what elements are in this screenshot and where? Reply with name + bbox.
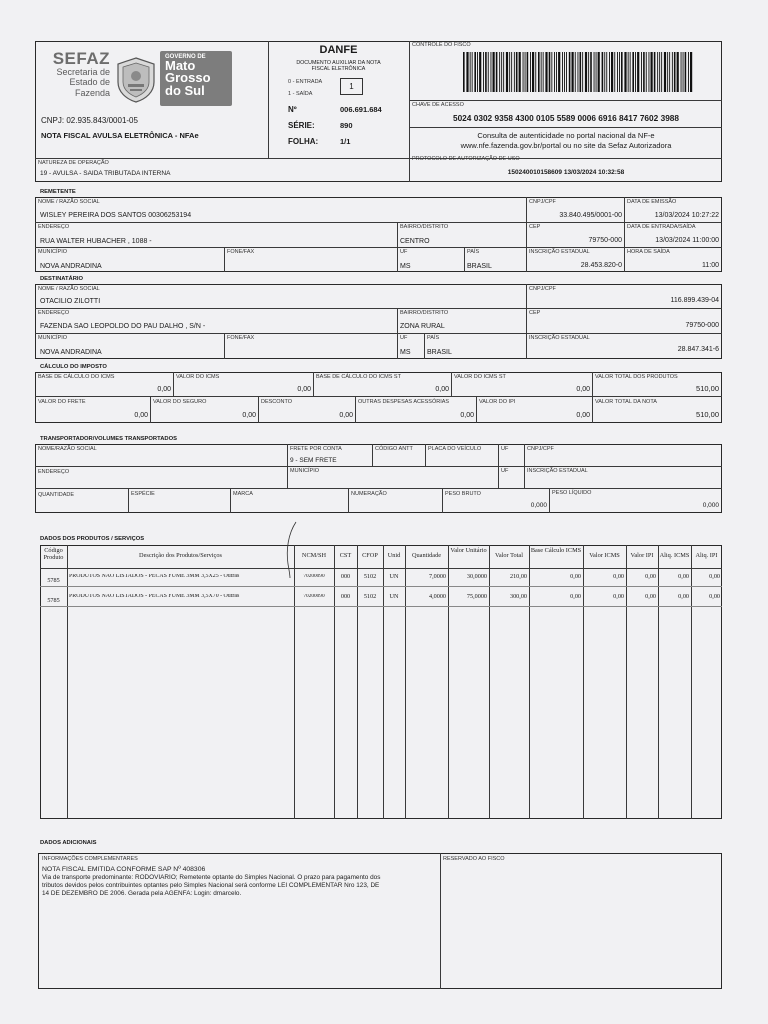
table-cell: 0,00	[678, 594, 689, 600]
bc-st: 0,00	[435, 386, 449, 393]
danfe-subtitle: DOCUMENTO AUXILIAR DA NOTA FISCAL ELETRÔNICA	[296, 60, 381, 73]
desconto-label: DESCONTO	[261, 399, 293, 405]
barcode-bar	[582, 52, 583, 92]
barcode-bar	[578, 52, 579, 92]
produtos-section: DADOS DOS PRODUTOS / SERVIÇOS	[40, 536, 145, 542]
government-logo	[160, 51, 232, 106]
barcode-bar	[477, 52, 478, 92]
transp-antt-label: CÓDIGO ANTT	[375, 446, 413, 452]
barcode-bar	[519, 52, 521, 92]
barcode-bar	[543, 52, 544, 92]
barcode-bar	[609, 52, 610, 92]
barcode-bar	[632, 52, 634, 92]
barcode-bar	[530, 52, 531, 92]
bc-st-label: BASE DE CÁLCULO DO ICMS ST	[316, 374, 401, 380]
protocolo-label: PROTOCOLO DE AUTORIZAÇÃO DE USO	[412, 156, 520, 162]
barcode-bar	[621, 52, 623, 92]
imposto-section: CÁLCULO DO IMPOSTO	[40, 364, 107, 370]
rem-entrada-label: DATA DE ENTRADA/SAÍDA	[627, 224, 696, 230]
transp-uf2-label: UF	[501, 468, 509, 474]
chave-value: 5024 0302 9358 4300 0105 5589 0006 6916 8417 7602 3988	[452, 113, 680, 123]
barcode-bar	[649, 52, 650, 92]
transp-placa-label: PLACA DO VEÍCULO	[428, 446, 482, 452]
outras-label: OUTRAS DESPESAS ACESSÓRIAS	[358, 399, 450, 405]
barcode-bar	[657, 52, 658, 92]
info-line-3: tributos devidos pelos contribuintes optantes pelo Simples Nacional será conforme LEI COMPLEMENTAR Nro 123, DE	[42, 881, 380, 889]
dest-municipio-label: MUNICÍPIO	[38, 335, 68, 341]
barcode-bar	[463, 52, 465, 92]
barcode-bar	[585, 52, 587, 92]
transp-marca-label: MARCA	[233, 491, 253, 497]
remetente-box	[35, 197, 722, 272]
frete: 0,00	[134, 412, 148, 419]
dest-cep: 79750-000	[685, 322, 719, 329]
transporte-section: TRANSPORTADOR/VOLUMES TRANSPORTADOS	[40, 436, 177, 442]
barcode-bar	[690, 52, 692, 92]
column-header: Base Cálculo ICMS	[530, 547, 582, 554]
issuer-cnpj: CNPJ: 02.935.843/0001-05	[41, 116, 138, 125]
barcode-bar	[516, 52, 518, 92]
barcode-bar	[511, 52, 512, 92]
serie-label: SÉRIE:	[288, 121, 315, 130]
barcode-bar	[602, 52, 604, 92]
rem-hora-label: HORA DE SAÍDA	[627, 249, 670, 255]
dest-ie: 28.847.341-6	[677, 346, 719, 353]
info-text	[42, 866, 438, 897]
barcode-bar	[496, 52, 498, 92]
barcode-bar	[661, 52, 662, 92]
rem-uf: MS	[400, 263, 411, 270]
rem-cep: 79750-000	[588, 237, 622, 244]
table-cell: UN	[389, 594, 399, 600]
barcode-bar	[630, 52, 631, 92]
barcode-bar	[614, 52, 615, 92]
dest-municipio: NOVA ANDRADINA	[40, 349, 102, 356]
transp-frete-label: FRETE POR CONTA	[290, 446, 342, 452]
column-header: Código Produto	[43, 547, 64, 561]
transp-bruto: 0,000	[530, 502, 547, 509]
barcode-bar	[619, 52, 620, 92]
barcode-bar	[575, 52, 576, 92]
entrada-label: 0 - ENTRADA	[288, 79, 323, 85]
barcode-bar	[628, 52, 629, 92]
barcode-bar	[554, 52, 555, 92]
saida-label: 1 - SAÍDA	[288, 91, 313, 97]
barcode-bar	[499, 52, 500, 92]
row-divider	[40, 606, 722, 607]
fisco-label: RESERVADO AO FISCO	[443, 856, 505, 862]
table-cell: 5785	[47, 598, 60, 604]
dest-ie-label: INSCRIÇÃO ESTADUAL	[529, 335, 590, 341]
gov-line-3: Grosso	[165, 70, 211, 86]
rem-hora: 11:00	[702, 262, 719, 269]
barcode-bar	[545, 52, 547, 92]
chave-label: CHAVE DE ACESSO	[412, 102, 464, 108]
barcode-bar	[688, 52, 689, 92]
barcode-bar	[617, 52, 618, 92]
dest-pais-label: PAÍS	[427, 335, 440, 341]
barcode-bar	[527, 52, 529, 92]
danfe-title: DANFE	[319, 44, 358, 56]
rem-emissao-label: DATA DE EMISSÃO	[627, 199, 677, 205]
transp-liquido: 0,000	[702, 502, 719, 509]
column-header: Aliq. IPI	[695, 552, 718, 559]
barcode-bar	[501, 52, 502, 92]
transp-qtd-label: QUANTIDADE	[38, 492, 75, 498]
barcode-bar	[598, 52, 600, 92]
barcode-bar	[474, 52, 476, 92]
product-description: PRODUTOS NAO LISTADOS - PECAS FUME 3MM 3,5X25 - Outras	[69, 574, 240, 579]
seguro: 0,00	[242, 412, 256, 419]
outras: 0,00	[460, 412, 474, 419]
table-cell: 0,00	[709, 594, 720, 600]
barcode-bar	[566, 52, 567, 92]
dest-nome: OTACILIO ZILOTTI	[40, 298, 101, 305]
bc-icms-label: BASE DE CÁLCULO DO ICMS	[38, 374, 115, 380]
table-cell: 75,0000	[466, 594, 487, 600]
barcode-bar	[596, 52, 597, 92]
column-header: CFOP	[362, 552, 378, 559]
table-cell: 0,00	[645, 594, 656, 600]
dest-endereco-label: ENDEREÇO	[38, 310, 70, 316]
rem-nome: WISLEY PEREIRA DOS SANTOS 00306253194	[40, 212, 192, 219]
rem-cep-label: CEP	[529, 224, 541, 230]
frete-label: VALOR DO FRETE	[38, 399, 86, 405]
barcode-bar	[646, 52, 647, 92]
info-line-1: NOTA FISCAL EMITIDA CONFORME SAP Nº 408306	[42, 866, 206, 873]
v-st-label: VALOR DO ICMS ST	[454, 374, 506, 380]
column-header: Valor IPI	[630, 552, 654, 559]
rem-cnpj-label: CNPJ/CPF	[529, 199, 556, 205]
barcode-icon	[463, 52, 693, 92]
barcode-bar	[525, 52, 526, 92]
barcode-bar	[488, 52, 489, 92]
transp-numeracao-label: NUMERAÇÃO	[351, 491, 387, 497]
barcode-bar	[604, 52, 605, 92]
rem-endereco: RUA WALTER HUBACHER , 1088 -	[40, 238, 152, 245]
table-cell: 210,00	[509, 574, 527, 580]
bc-icms: 0,00	[157, 386, 171, 393]
destinatario-section: DESTINATÁRIO	[40, 276, 84, 282]
rem-pais: BRASIL	[467, 263, 492, 270]
rem-endereco-label: ENDEREÇO	[38, 224, 70, 230]
dest-uf: MS	[400, 349, 411, 356]
controle-label: CONTROLE DO FISCO	[412, 42, 471, 48]
transp-bruto-label: PESO BRUTO	[445, 491, 481, 497]
adicionais-section: DADOS ADICIONAIS	[40, 840, 97, 846]
barcode-bar	[541, 52, 542, 92]
table-cell: 5785	[47, 578, 60, 584]
barcode-bar	[594, 52, 595, 92]
barcode-bar	[590, 52, 592, 92]
barcode-bar	[667, 52, 668, 92]
barcode-bar	[483, 52, 484, 92]
natureza-label: NATUREZA DE OPERAÇÃO	[38, 160, 109, 166]
table-cell: 0,00	[645, 574, 656, 580]
dest-fone-label: FONE/FAX	[227, 335, 255, 341]
v-st: 0,00	[576, 386, 590, 393]
rem-uf-label: UF	[400, 249, 408, 255]
desconto: 0,00	[339, 412, 353, 419]
barcode-bar	[651, 52, 653, 92]
total-nota: 510,00	[696, 410, 719, 419]
barcode-bar	[503, 52, 504, 92]
gov-line-1: GOVERNO DE	[165, 54, 206, 60]
rem-cnpj: 33.840.495/0001-00	[559, 212, 622, 219]
org-line-1: Secretaria de	[56, 67, 110, 77]
folha-value: 1/1	[340, 137, 351, 146]
table-cell: 4,0000	[428, 594, 446, 600]
gov-line-4: do Sul	[165, 82, 205, 98]
state-seal-icon	[114, 56, 158, 104]
table-cell: 0,00	[613, 594, 624, 600]
barcode-bar	[611, 52, 613, 92]
barcode-bar	[681, 52, 682, 92]
seguro-label: VALOR DO SEGURO	[153, 399, 207, 405]
consulta-line-1: Consulta de autenticidade no portal nacional da NF-e	[477, 131, 655, 140]
column-header: Aliq. ICMS	[659, 552, 690, 559]
barcode-bar	[674, 52, 676, 92]
dest-pais: BRASIL	[427, 349, 452, 356]
transp-especie-label: ESPÉCIE	[131, 491, 155, 497]
table-cell: 5102	[363, 574, 377, 580]
column-header: Valor Unitário	[450, 547, 487, 554]
table-cell: 0,00	[678, 574, 689, 580]
barcode-bar	[466, 52, 468, 92]
transp-endereco-label: ENDEREÇO	[38, 469, 70, 475]
rem-fone-label: FONE/FAX	[227, 249, 255, 255]
barcode-bar	[472, 52, 473, 92]
barcode-bar	[606, 52, 607, 92]
rem-nome-label: NOME / RAZÃO SOCIAL	[38, 199, 100, 205]
dest-uf-label: UF	[400, 335, 408, 341]
barcode-bar	[506, 52, 508, 92]
column-header: CST	[339, 552, 352, 559]
rem-ie-label: INSCRIÇÃO ESTADUAL	[529, 249, 590, 255]
column-header: Unid	[387, 552, 401, 559]
rem-ie: 28.453.820-0	[580, 262, 622, 269]
table-cell: 0,00	[570, 574, 581, 580]
barcode-bar	[588, 52, 589, 92]
table-cell: 0,00	[613, 574, 624, 580]
barcode-bar	[654, 52, 656, 92]
dest-bairro: ZONA RURAL	[400, 323, 445, 330]
dest-cep-label: CEP	[529, 310, 541, 316]
transp-liquido-label: PESO LÍQUIDO	[552, 490, 592, 496]
issuer-doc-type: NOTA FISCAL AVULSA ELETRÔNICA - NFAe	[41, 131, 199, 140]
folha-label: FOLHA:	[288, 137, 319, 146]
remetente-section: REMETENTE	[40, 189, 76, 195]
consulta-line-2: www.nfe.fazenda.gov.br/portal ou no site da Sefaz Autorizadora	[460, 141, 672, 150]
barcode-bar	[669, 52, 670, 92]
numero-value: 006.691.684	[340, 105, 382, 114]
barcode-bar	[549, 52, 551, 92]
column-header: Valor Total	[495, 552, 523, 559]
transp-frete: 9 - SEM FRETE	[290, 457, 337, 464]
barcode-bar	[509, 52, 510, 92]
row-divider	[40, 586, 722, 587]
dest-cnpj-label: CNPJ/CPF	[529, 286, 556, 292]
table-cell: 300,00	[509, 594, 527, 600]
info-line-2: Via de transporte predominante: RODOVIARIO; Remetente optante do Simples Nacional. O prazo para pagamento dos	[42, 874, 381, 882]
v-icms-label: VALOR DO ICMS	[176, 374, 220, 380]
barcode-bar	[558, 52, 560, 92]
rem-entrada: 13/03/2024 11:00:00	[655, 237, 719, 244]
v-prod-label: VALOR TOTAL DOS PRODUTOS	[595, 374, 678, 380]
protocolo-value: 150240010158609 13/03/2024 10:32:58	[507, 169, 625, 176]
barcode-bar	[562, 52, 563, 92]
table-cell: 0,00	[570, 594, 581, 600]
table-cell: 30,0000	[466, 574, 487, 580]
table-cell: 0,00	[709, 574, 720, 580]
dest-bairro-label: BAIRRO/DISTRITO	[400, 310, 449, 316]
barcode-bar	[538, 52, 540, 92]
barcode-bar	[637, 52, 639, 92]
natureza-value: 19 - AVULSA - SAIDA TRIBUTADA INTERNA	[40, 170, 171, 177]
column-header: Descrição dos Produtos/Serviços	[139, 552, 222, 559]
barcode-bar	[532, 52, 534, 92]
table-cell: UN	[389, 574, 399, 580]
barcode-bar	[485, 52, 487, 92]
gov-line-2: Mato	[165, 58, 196, 73]
rem-pais-label: PAÍS	[467, 249, 480, 255]
barcode-bar	[580, 52, 582, 92]
barcode-bar	[659, 52, 660, 92]
rem-municipio-label: MUNICÍPIO	[38, 249, 68, 255]
column-header: NCM/SH	[301, 552, 327, 559]
table-cell: 000	[340, 574, 351, 580]
column-header: Valor ICMS	[589, 552, 620, 559]
tipo-box: 1	[340, 78, 363, 95]
barcode-bar	[523, 52, 524, 92]
numero-label: Nº	[288, 105, 297, 114]
transp-cnpj-label: CNPJ/CPF	[527, 446, 554, 452]
barcode-bar	[470, 52, 471, 92]
barcode-bar	[572, 52, 574, 92]
barcode-bar	[479, 52, 481, 92]
barcode-bar	[672, 52, 673, 92]
rem-bairro: CENTRO	[400, 238, 430, 245]
rem-bairro-label: BAIRRO/DISTRITO	[400, 224, 449, 230]
table-cell: 70200090	[303, 574, 325, 579]
v-icms: 0,00	[297, 386, 311, 393]
barcode-bar	[624, 52, 626, 92]
barcode-bar	[683, 52, 684, 92]
barcode-bar	[641, 52, 642, 92]
info-line-4: 14 DE DEZEMBRO DE 2006. Gerada pela AGENFA: Login: dmarcelo.	[42, 889, 242, 897]
transp-uf-label: UF	[501, 446, 509, 452]
transp-municipio-label: MUNICÍPIO	[290, 468, 320, 474]
sefaz-logo	[40, 50, 110, 108]
org-line-2: Estado de	[69, 77, 110, 88]
total-label: VALOR TOTAL DA NOTA	[595, 399, 657, 405]
barcode-bar	[493, 52, 495, 92]
info-label: INFORMAÇÕES COMPLEMENTARES	[42, 856, 138, 862]
table-cell: 7,0000	[428, 574, 446, 580]
barcode-bar	[643, 52, 645, 92]
org-line-3: Fazenda	[74, 87, 110, 98]
barcode-bar	[677, 52, 679, 92]
barcode-bar	[514, 52, 515, 92]
transp-nome-label: NOME/RAZÃO SOCIAL	[38, 446, 97, 452]
barcode-bar	[635, 52, 636, 92]
barcode-bar	[535, 52, 536, 92]
serie-value: 890	[340, 121, 353, 130]
product-description: PRODUTOS NAO LISTADOS - PECAS FUME 3MM 3,5X70 - Outras	[69, 594, 240, 599]
table-cell: 70200090	[303, 594, 325, 599]
sefaz-logo-text: SEFAZ	[52, 49, 110, 68]
table-cell: 000	[340, 594, 351, 600]
pen-mark-icon	[284, 520, 298, 580]
barcode-bar	[551, 52, 552, 92]
dest-endereco: FAZENDA SAO LEOPOLDO DO PAU DALHO , S/N -	[40, 323, 206, 330]
transp-ie-label: INSCRIÇÃO ESTADUAL	[527, 468, 588, 474]
barcode-bar	[685, 52, 687, 92]
table-cell: 5102	[363, 594, 377, 600]
ipi: 0,00	[576, 412, 590, 419]
header-divider	[40, 568, 722, 569]
column-header: Quantidade	[411, 552, 442, 559]
barcode-bar	[491, 52, 492, 92]
ipi-label: VALOR DO IPI	[479, 399, 516, 405]
barcode-bar	[564, 52, 565, 92]
rem-municipio: NOVA ANDRADINA	[40, 263, 102, 270]
dest-nome-label: NOME / RAZÃO SOCIAL	[38, 286, 100, 292]
rem-emissao: 13/03/2024 10:27:22	[654, 212, 719, 219]
barcode-bar	[664, 52, 666, 92]
barcode-bar	[569, 52, 571, 92]
v-prod: 510,00	[696, 384, 719, 393]
dest-cnpj: 116.899.439-04	[670, 297, 719, 304]
barcode-bar	[556, 52, 557, 92]
